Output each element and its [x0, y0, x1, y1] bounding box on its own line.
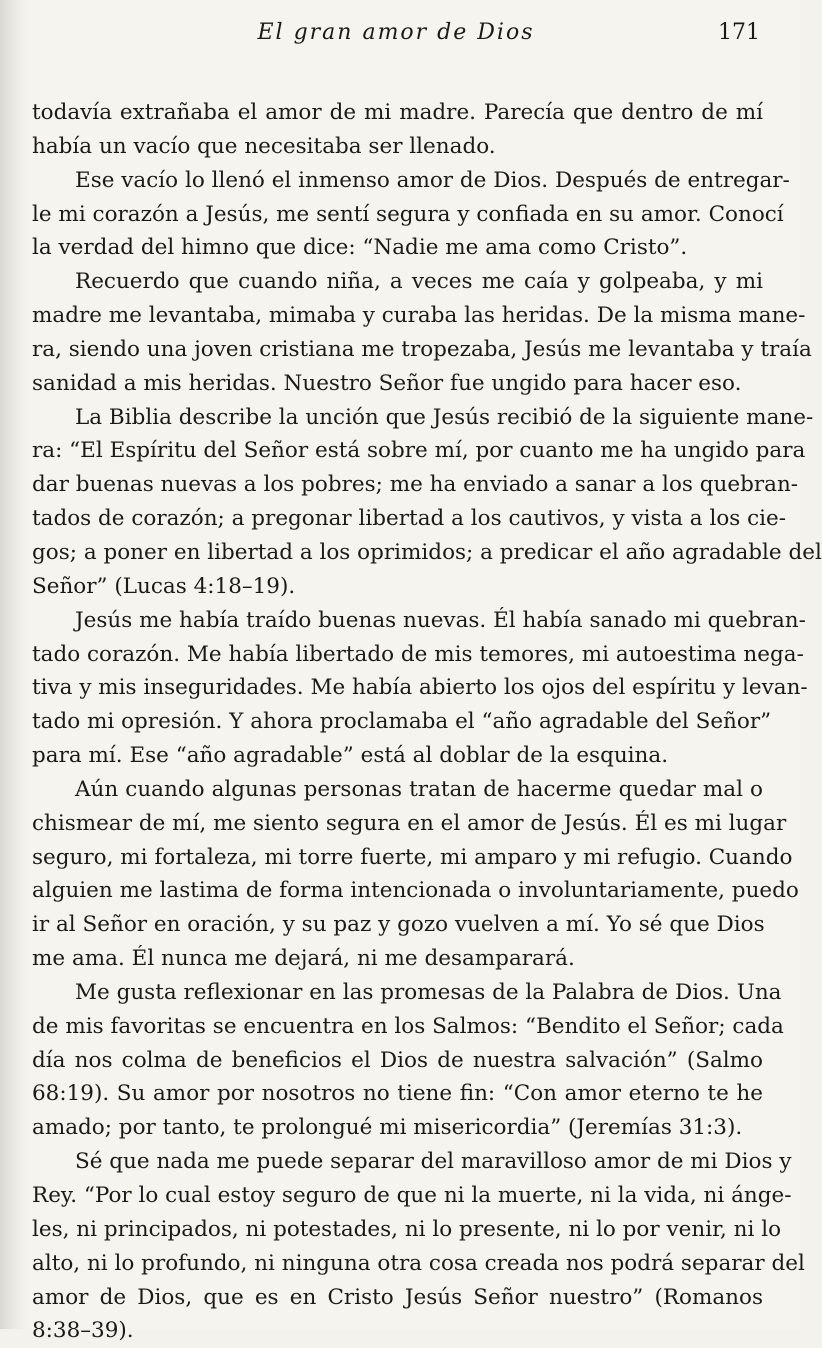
paragraph-first-line: La Biblia describe la unción que Jesús recibió de la siguiente mane-	[75, 404, 814, 430]
text-line: madre me levantaba, mimaba y curaba las heridas. De la misma mane-	[32, 303, 806, 329]
text-line: ir al Señor en oración, y su paz y gozo vuelven a mí. Yo sé que Dios	[32, 912, 765, 938]
text-line: ra, siendo una joven cristiana me tropezaba, Jesús me levantaba y traía	[32, 336, 812, 362]
text-line: alguien me lastima de forma intencionada o involuntariamente, puedo	[32, 878, 799, 904]
text-line: alto, ni lo profundo, ni ninguna otra cosa creada nos podrá separar del	[32, 1250, 805, 1276]
page-number: 171	[718, 20, 760, 45]
text-line: 68:19). Su amor por nosotros no tiene fin: “Con amor eterno te he	[32, 1081, 763, 1107]
text-line: amor de Dios, que es en Cristo Jesús Señor nuestro” (Romanos	[32, 1284, 763, 1310]
text-line: seguro, mi fortaleza, mi torre fuerte, mi amparo y mi refugio. Cuando	[32, 844, 793, 870]
text-line: ra: “El Espíritu del Señor está sobre mí, por cuanto me ha ungido para	[32, 438, 806, 464]
text-line: chismear de mí, me siento segura en el amor de Jesús. Él es mi lugar	[32, 810, 787, 836]
text-line: para mí. Ese “año agradable” está al doblar de la esquina.	[32, 743, 669, 769]
paragraph-first-line: Me gusta reflexionar en las promesas de la Palabra de Dios. Una	[75, 979, 782, 1005]
paragraph-first-line: Ese vacío lo llenó el inmenso amor de Dios. Después de entregar-	[75, 167, 790, 193]
paragraph-first-line: Sé que nada me puede separar del maravilloso amor de mi Dios y	[75, 1149, 792, 1175]
text-line: había un vacío que necesitaba ser llenado.	[32, 133, 496, 159]
text-line: tados de corazón; a pregonar libertad a los cautivos, y vista a los cie-	[32, 506, 787, 532]
text-line: día nos colma de beneficios el Dios de nuestra salvación” (Salmo	[32, 1047, 763, 1073]
text-line: sanidad a mis heridas. Nuestro Señor fue ungido para hacer eso.	[32, 370, 742, 396]
running-title: El gran amor de Dios	[257, 20, 535, 45]
text-line: la verdad del himno que dice: “Nadie me ama como Cristo”.	[32, 235, 688, 261]
page-header	[32, 20, 760, 48]
text-line: todavía extrañaba el amor de mi madre. Parecía que dentro de mí	[32, 100, 763, 125]
text-line: tiva y mis inseguridades. Me había abierto los ojos del espíritu y levan-	[32, 675, 808, 701]
text-line: Señor” (Lucas 4:18–19).	[32, 573, 296, 599]
text-line: amado; por tanto, te prolongué mi misericordia” (Jeremías 31:3).	[32, 1115, 743, 1141]
body-text	[32, 96, 822, 1348]
text-line: me ama. Él nunca me dejará, ni me desamparará.	[32, 946, 575, 972]
paragraph-first-line: Jesús me había traído buenas nuevas. Él había sanado mi quebran-	[75, 607, 806, 633]
text-line: tado corazón. Me había libertado de mis temores, mi autoestima nega-	[32, 641, 804, 667]
text-line: les, ni principados, ni potestades, ni lo presente, ni lo por venir, ni lo	[32, 1216, 782, 1242]
text-line: tado mi opresión. Y ahora proclamaba el “año agradable del Señor”	[32, 709, 772, 735]
text-line: dar buenas nuevas a los pobres; me ha enviado a sanar a los quebran-	[32, 472, 799, 498]
paragraph-first-line: Aún cuando algunas personas tratan de hacerme quedar mal o	[75, 776, 763, 802]
text-line: gos; a poner en libertad a los oprimidos; a predicar el año agradable del	[32, 539, 822, 565]
text-line: Rey. “Por lo cual estoy seguro de que ni la muerte, ni la vida, ni ánge-	[32, 1183, 792, 1208]
text-line: le mi corazón a Jesús, me sentí segura y confiada en su amor. Conocí	[32, 201, 784, 227]
paragraph-first-line: Recuerdo que cuando niña, a veces me caía y golpeaba, y mi	[75, 269, 763, 295]
text-line: de mis favoritas se encuentra en los Salmos: “Bendito el Señor; cada	[32, 1013, 784, 1039]
text-line: 8:38–39).	[32, 1318, 134, 1344]
